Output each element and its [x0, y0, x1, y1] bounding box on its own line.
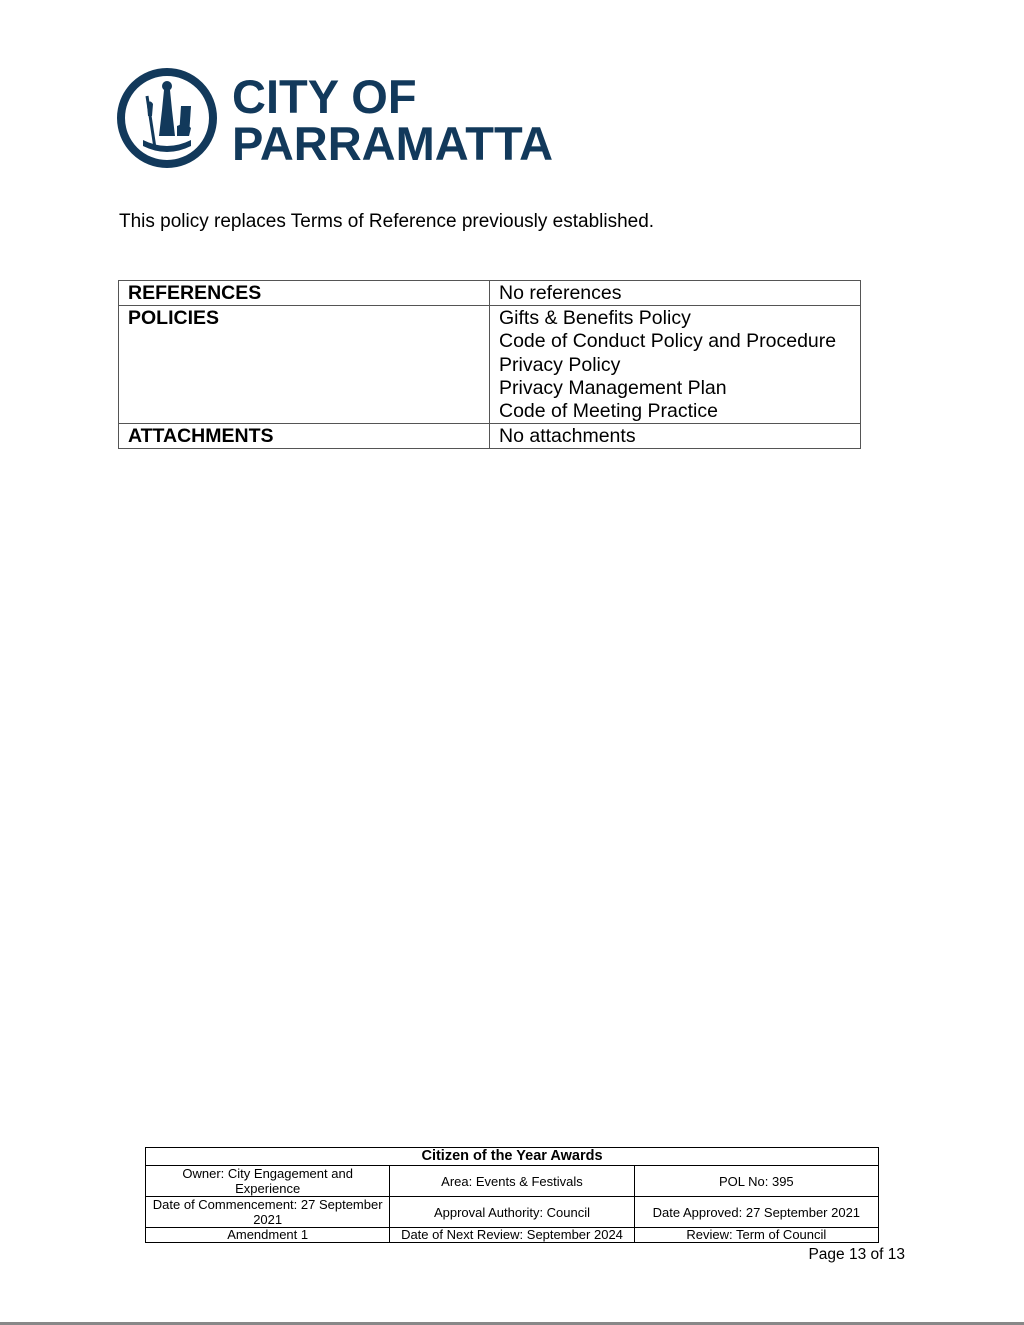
- policy-item: Privacy Policy: [499, 353, 621, 376]
- attachments-label: ATTACHMENTS: [119, 424, 490, 449]
- logo-emblem-icon: [121, 72, 213, 164]
- footer-approval-authority: Approval Authority: Council: [390, 1197, 634, 1228]
- footer-amendment: Amendment 1: [146, 1228, 390, 1243]
- references-value: [490, 281, 861, 306]
- attachments-value: [490, 424, 861, 449]
- document-footer-table: [145, 1147, 879, 1243]
- references-table: [118, 280, 861, 449]
- policies-value: [490, 306, 861, 424]
- policies-row: [119, 306, 861, 424]
- footer-title: Citizen of the Year Awards: [146, 1148, 879, 1166]
- policy-item: Privacy Management Plan: [499, 376, 727, 399]
- footer-next-review: Date of Next Review: September 2024: [390, 1228, 634, 1243]
- footer-pol-no: POL No: 395: [634, 1166, 878, 1197]
- policies-label: POLICIES: [119, 306, 490, 424]
- intro-paragraph: This policy replaces Terms of Reference previously established.: [119, 211, 655, 232]
- footer-review: Review: Term of Council: [634, 1228, 878, 1243]
- logo-text-line2: PARRAMATTA: [232, 117, 554, 170]
- attachments-value-item: No attachments: [499, 425, 636, 448]
- policy-item: Code of Conduct Policy and Procedure: [499, 330, 837, 353]
- policy-item: Code of Meeting Practice: [499, 400, 718, 423]
- page-number: Page 13 of 13: [808, 1246, 905, 1263]
- footer-area: Area: Events & Festivals: [390, 1166, 634, 1197]
- references-value-item: No references: [499, 282, 622, 304]
- footer-commencement: Date of Commencement: 27 September 2021: [146, 1197, 390, 1228]
- attachments-row: [119, 424, 861, 449]
- policy-item: Gifts & Benefits Policy: [499, 307, 691, 330]
- footer-owner: Owner: City Engagement and Experience: [146, 1166, 390, 1197]
- footer-date-approved: Date Approved: 27 September 2021: [634, 1197, 878, 1228]
- references-row: [119, 281, 861, 306]
- logo-text-line1: CITY OF: [232, 70, 417, 123]
- city-of-parramatta-logo: [117, 66, 557, 170]
- references-label: REFERENCES: [119, 281, 490, 306]
